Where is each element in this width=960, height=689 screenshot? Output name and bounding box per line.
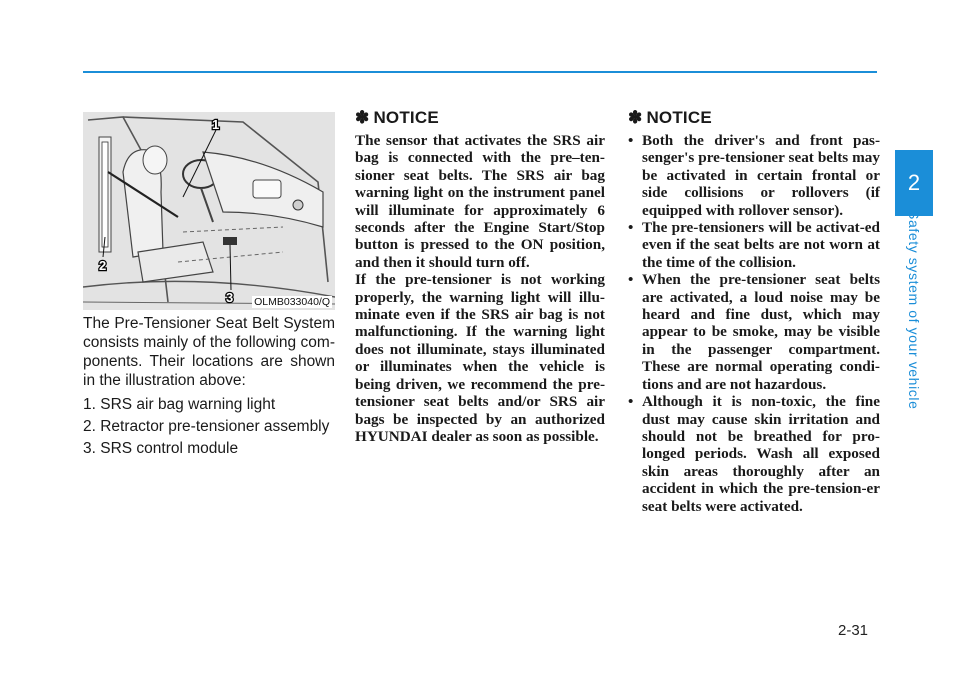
header-rule bbox=[83, 71, 877, 73]
chapter-title: Safety system of your vehicle bbox=[906, 210, 922, 410]
list-item: 1. SRS air bag warning light bbox=[83, 396, 276, 413]
bullet-icon: • bbox=[628, 393, 634, 411]
callout-1: 1 bbox=[212, 117, 220, 132]
car-interior-drawing bbox=[83, 112, 335, 310]
callout-3: 3 bbox=[226, 290, 234, 305]
chapter-tab bbox=[895, 150, 933, 216]
notice-star-icon: ✽ bbox=[628, 108, 643, 127]
list-item: • When the pre-tensioner seat belts are activated, a loud noise may be heard and fine dust, which may appear to be smoke, may be visible in the passenger compartment. These are normal operating condi-tions and are not hazardous. bbox=[628, 271, 880, 393]
bullet-icon: • bbox=[628, 132, 634, 149]
list-item: • The pre-tensioners will be activat-ed even if the seat belts are not worn at the time of the collision. bbox=[628, 219, 880, 271]
bullet-icon: • bbox=[628, 271, 634, 289]
figure-code: OLMB033040/Q bbox=[254, 296, 330, 308]
notice-1-paragraph: If the pre-tensioner is not working properly, the warning light will illu-minate even if the SRS air bag is not malfunctioning. If the warning light does not illuminate, stays illuminated or illuminates when the vehicle is being driven, we recommend the pre-tensioner seat belts and/or SRS air bags be inspected by an authorized HYUNDAI dealer as soon as possible. bbox=[355, 271, 605, 445]
notice-2 bbox=[628, 108, 880, 515]
intro-paragraph: The Pre-Tensioner Seat Belt System consists mainly of the following com-ponents. Their locations are shown in the illustration above: bbox=[83, 315, 335, 389]
list-item: • Both the driver's and front pas-senger's pre-tensioner seat belts may be activated in certain frontal or side collisions or rollovers (if equipped with rollover sensor). bbox=[628, 132, 880, 219]
list-item: 2. Retractor pre-tensioner assembly bbox=[83, 418, 330, 435]
notice-2-title: ✽ NOTICE bbox=[628, 108, 712, 127]
page-number: 2-31 bbox=[838, 622, 869, 639]
notice-1-paragraph: The sensor that activates the SRS air bag is connected with the pre–ten-sioner seat belts. The SRS air bag warning light on the instrument panel will illuminate for approximately 6 seconds after the Engine Start/Stop button is pressed to the ON position, and then it should turn off. bbox=[355, 132, 605, 271]
notice-star-icon: ✽ bbox=[355, 108, 370, 127]
left-column bbox=[83, 314, 335, 461]
notice-1 bbox=[355, 108, 605, 445]
bullet-icon: • bbox=[628, 219, 634, 237]
callout-2: 2 bbox=[99, 258, 107, 273]
chapter-number: 2 bbox=[907, 170, 921, 195]
list-item: • Although it is non-toxic, the fine dust may cause skin irritation and should not be breathed for pro-longed periods. Wash all exposed skin areas thoroughly after an accident in which the pre-tension-er seat belts were activated. bbox=[628, 393, 880, 515]
notice-1-title: ✽ NOTICE bbox=[355, 108, 439, 127]
seatbelt-system-illustration bbox=[83, 112, 335, 310]
list-item: 3. SRS control module bbox=[83, 440, 239, 457]
component-list bbox=[83, 395, 335, 458]
notice-2-bullets bbox=[628, 132, 880, 515]
